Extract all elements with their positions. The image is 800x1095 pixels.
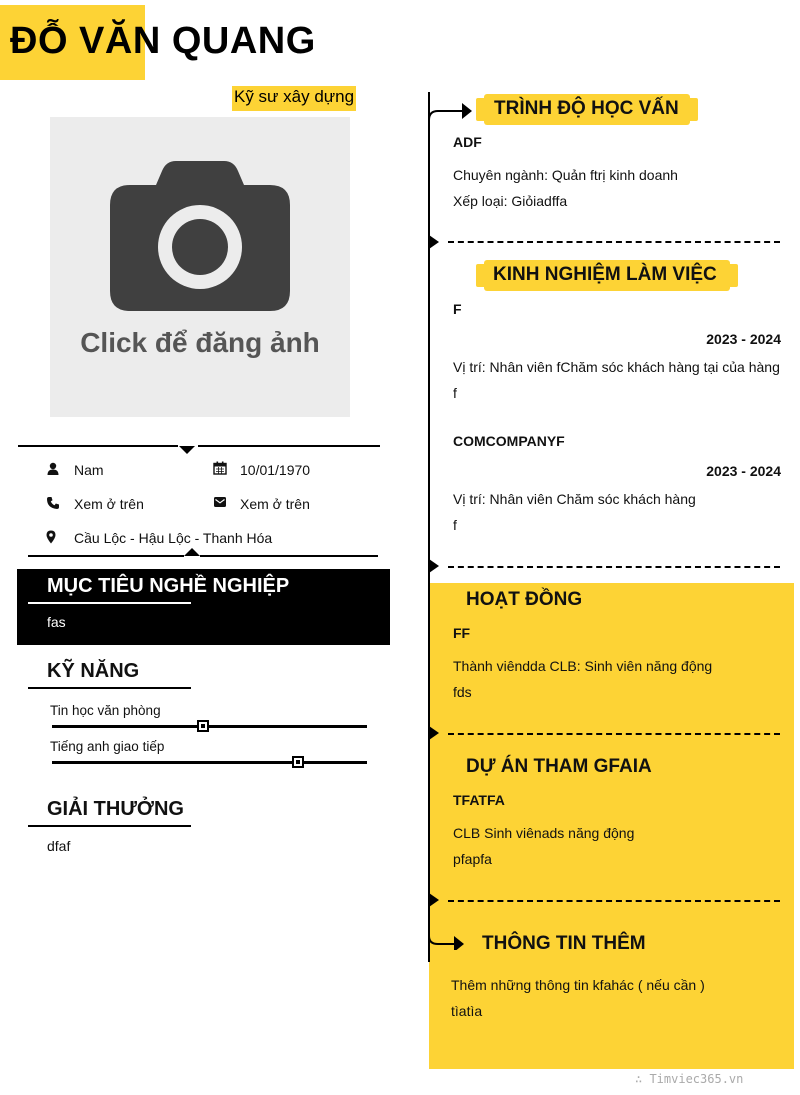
skill-bar [52,725,367,728]
envelope-icon [213,495,227,509]
timeline-marker [429,235,439,249]
arrow-right-icon [428,922,464,950]
experience-company[interactable]: COMCOMPANYF [453,433,565,449]
experience-period[interactable]: 2023 - 2024 [706,463,781,479]
camera-icon [110,161,290,317]
timeline-marker [429,893,439,907]
arrow-right-icon [428,100,472,124]
awards-title[interactable]: GIẢI THƯỞNG [47,798,184,820]
skill-level-knob[interactable] [197,720,209,732]
experience-position[interactable]: Vị trí: Nhân viên Chăm sóc khách hàng [453,491,696,507]
skill-level-knob[interactable] [292,756,304,768]
activities-role[interactable]: Thành viêndda CLB: Sinh viên năng động [453,658,713,674]
watermark [635,1072,743,1086]
awards-title-underline [28,825,191,827]
objective-content[interactable]: fas [47,614,66,630]
photo-upload[interactable] [50,117,350,417]
watermark-text: Timviec365.vn [649,1072,744,1086]
timeline-line [428,92,430,962]
skills-title-underline [28,687,191,689]
watermark-icon: ∴ [635,1072,650,1086]
address-value[interactable]: Cầu Lộc - Hậu Lộc - Thanh Hóa [74,530,273,546]
experience-position[interactable]: Vị trí: Nhân viên fChăm sóc khách hàng tại của hàng [453,359,780,375]
awards-content[interactable]: dfaf [47,838,71,854]
phone-value[interactable]: Xem ở trên [74,496,144,512]
projects-name[interactable]: TFATFA [453,792,505,808]
experience-title[interactable]: KINH NGHIỆM LÀM VIỆC [493,264,717,285]
map-marker-icon [44,530,58,544]
info-top-rule-right [198,445,380,447]
education-major[interactable]: Chuyên ngành: Quản ftrị kinh doanh [453,167,678,183]
timeline-marker [429,726,439,740]
email-value[interactable]: Xem ở trên [240,496,310,512]
experience-period[interactable]: 2023 - 2024 [706,331,781,347]
calendar-icon [213,461,227,475]
activities-note[interactable]: fds [453,684,472,700]
section-divider [448,733,780,735]
projects-note[interactable]: pfapfa [453,851,492,867]
education-grade[interactable]: Xếp loại: Giỏiadffa [453,193,568,209]
projects-title[interactable]: DỰ ÁN THAM GFAIA [466,756,652,777]
job-title[interactable]: Kỹ sư xây dựng [232,86,356,111]
photo-upload-label: Click để đăng ảnh [80,327,320,358]
activities-org[interactable]: FF [453,625,471,641]
skill-bar [52,761,367,764]
info-top-rule [18,445,178,447]
education-title[interactable]: TRÌNH ĐỘ HỌC VẤN [494,98,679,119]
info-bottom-rule [28,555,184,557]
birthday-value[interactable]: 10/01/1970 [240,462,311,478]
candidate-name[interactable]: ĐỖ VĂN QUANG [10,20,316,62]
skill-name[interactable]: Tin học văn phòng [50,703,161,718]
section-divider [448,241,780,243]
info-top-notch [179,446,195,454]
info-bottom-notch [184,548,200,556]
info-bottom-rule-right [200,555,378,557]
section-divider [448,900,780,902]
objective-title[interactable]: MỤC TIÊU NGHỀ NGHIỆP [47,575,290,597]
timeline-marker [429,559,439,573]
extra-line-1[interactable]: Thêm những thông tin kfahác ( nếu cần ) [451,977,705,993]
experience-note[interactable]: f [453,517,457,533]
extra-title[interactable]: THÔNG TIN THÊM [482,933,646,954]
skill-name[interactable]: Tiếng anh giao tiếp [50,739,165,754]
education-school[interactable]: ADF [453,134,482,150]
section-divider [448,566,780,568]
user-icon [46,462,60,476]
phone-icon [46,496,60,510]
experience-note[interactable]: f [453,385,457,401]
experience-company[interactable]: F [453,301,462,317]
extra-line-2[interactable]: tìatìa [451,1003,483,1019]
skills-title[interactable]: KỸ NĂNG [47,660,140,682]
objective-title-underline [28,602,191,604]
activities-title[interactable]: HOẠT ĐỒNG [466,589,583,610]
gender-value[interactable]: Nam [74,462,104,478]
projects-desc[interactable]: CLB Sinh viênads năng động [453,825,635,841]
